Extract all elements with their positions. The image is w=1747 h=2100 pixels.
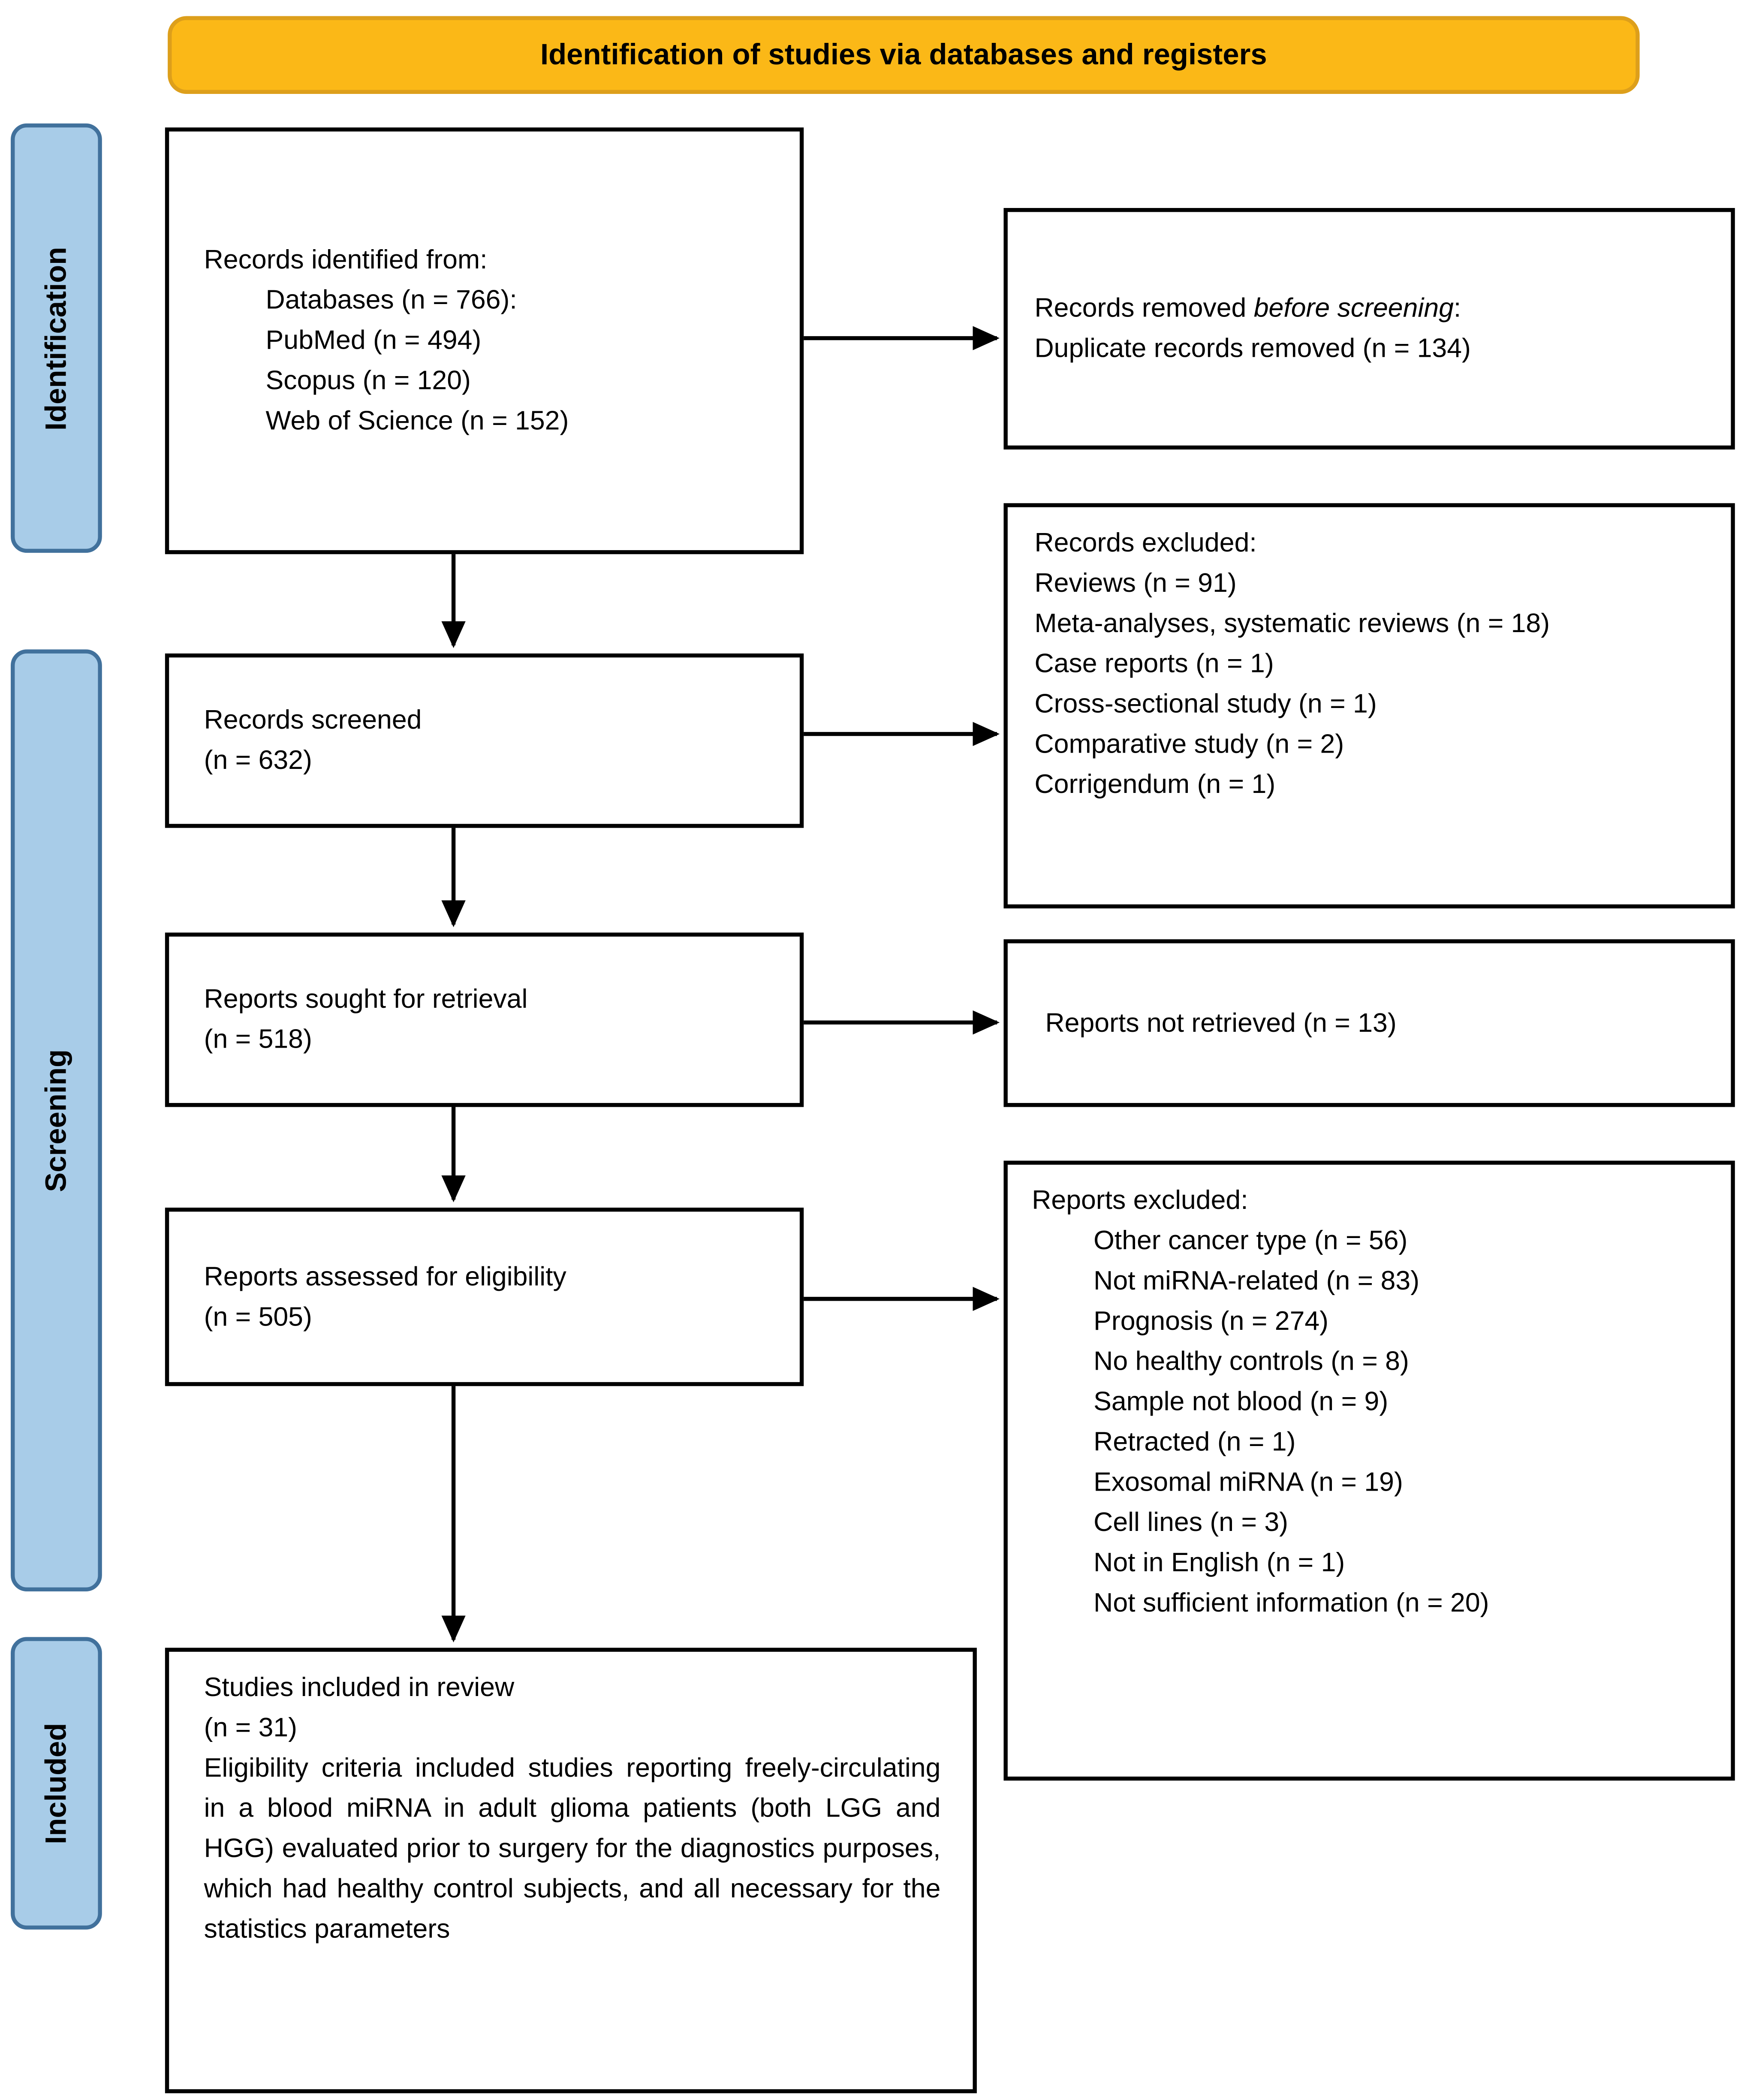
records-excluded-item: Cross-sectional study (n = 1): [1034, 690, 1377, 720]
reports-excluded-item: Cell lines (n = 3): [1093, 1508, 1289, 1538]
records-removed-line1: [1034, 289, 1712, 329]
reports-excluded-item: Prognosis (n = 274): [1093, 1307, 1329, 1337]
reports-not-retrieved-box: [1003, 939, 1735, 1107]
records-excluded-item: Reviews (n = 91): [1034, 569, 1237, 599]
reports-sought-box: [165, 933, 804, 1107]
records-identified-item: Databases (n = 766):: [265, 286, 517, 316]
records-excluded-box: [1003, 503, 1735, 908]
records-excluded-item: Case reports (n = 1): [1034, 649, 1274, 679]
reports-excluded-box: [1003, 1161, 1735, 1781]
studies-included-box: [165, 1648, 977, 2093]
records-removed-italic: before screening: [1253, 294, 1454, 324]
studies-included-line1: Studies included in review: [204, 1673, 515, 1703]
stage-label-screening: [11, 649, 102, 1591]
reports-assessed-box: [165, 1208, 804, 1386]
stage-label-included-text: Included: [39, 1722, 72, 1844]
stage-label-identification-text: Identification: [39, 246, 72, 430]
banner-title: Identification of studies via databases and registers: [540, 37, 1267, 71]
records-identified-title: Records identified from:: [204, 245, 488, 275]
records-screened-line1: Records screened: [204, 705, 422, 735]
reports-excluded-item: Exosomal miRNA (n = 19): [1093, 1468, 1403, 1497]
records-removed-suffix: :: [1453, 294, 1461, 324]
records-excluded-item: Meta-analyses, systematic reviews (n = 18): [1034, 609, 1550, 639]
records-screened-box: [165, 654, 804, 828]
studies-included-eligibility-paragraph: Eligibility criteria included studies reporting freely-circulating in a blood miRNA in adult glioma patients (both LGG and HGG) evaluated prior to surgery for the diagnostics purposes, which had healthy control subjects, and all necessary for the statistics parameters: [204, 1754, 941, 1944]
reports-excluded-title: Reports excluded:: [1032, 1186, 1248, 1216]
reports-excluded-item: Not miRNA-related (n = 83): [1093, 1266, 1420, 1296]
reports-assessed-line1: Reports assessed for eligibility: [204, 1262, 566, 1292]
records-excluded-item: Corrigendum (n = 1): [1034, 770, 1276, 800]
records-removed-line2: Duplicate records removed (n = 134): [1034, 334, 1471, 364]
records-excluded-item: Comparative study (n = 2): [1034, 730, 1344, 760]
banner: [168, 16, 1640, 94]
reports-sought-line2: (n = 518): [204, 1025, 312, 1055]
stage-label-identification: [11, 124, 102, 553]
records-identified-box: [165, 127, 804, 554]
reports-excluded-item: No healthy controls (n = 8): [1093, 1347, 1409, 1377]
reports-excluded-item: Not sufficient information (n = 20): [1093, 1588, 1489, 1618]
reports-not-retrieved-line1: Reports not retrieved (n = 13): [1045, 1008, 1397, 1038]
records-identified-item: Scopus (n = 120): [265, 366, 471, 396]
records-identified-item: Web of Science (n = 152): [265, 407, 569, 436]
reports-excluded-item: Not in English (n = 1): [1093, 1548, 1345, 1578]
reports-excluded-item: Other cancer type (n = 56): [1093, 1226, 1408, 1256]
stage-label-screening-text: Screening: [39, 1049, 72, 1192]
records-removed-box: [1003, 208, 1735, 449]
records-identified-item: PubMed (n = 494): [265, 326, 482, 356]
studies-included-line2: (n = 31): [204, 1713, 298, 1743]
reports-sought-line1: Reports sought for retrieval: [204, 985, 528, 1015]
records-excluded-title: Records excluded:: [1034, 528, 1257, 558]
records-removed-prefix: Records removed: [1034, 294, 1254, 324]
reports-excluded-item: Retracted (n = 1): [1093, 1428, 1296, 1458]
stage-label-included: [11, 1637, 102, 1929]
reports-assessed-line2: (n = 505): [204, 1302, 312, 1332]
reports-excluded-item: Sample not blood (n = 9): [1093, 1387, 1389, 1417]
records-screened-line2: (n = 632): [204, 746, 312, 776]
